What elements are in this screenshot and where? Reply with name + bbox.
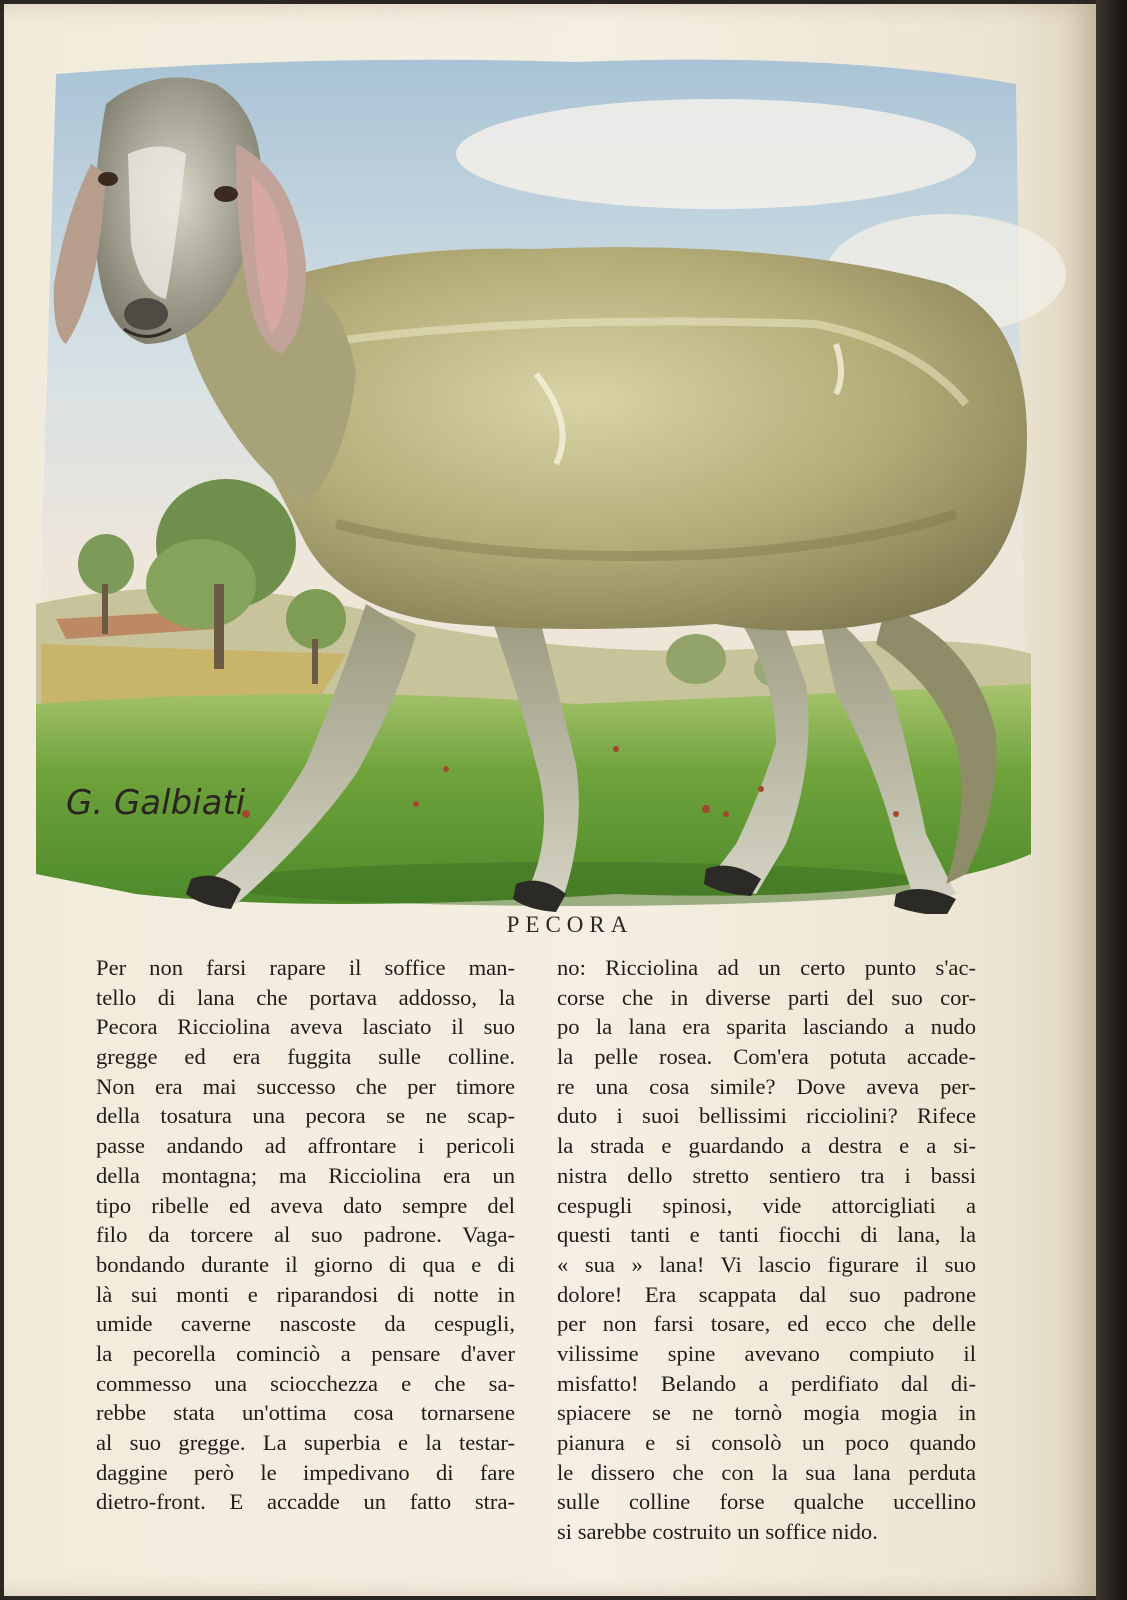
text-line: bondando durante il giorno di qua e di xyxy=(96,1251,515,1277)
text-line: po la lana era sparita lasciando a nudo xyxy=(557,1014,976,1040)
text-line: vilissime spine avevano compiuto il xyxy=(557,1340,976,1366)
text-line: per non farsi tosare, ed ecco che delle xyxy=(557,1311,976,1337)
text-line: al suo gregge. La superbia e la testar- xyxy=(96,1430,515,1455)
text-line: questi tanti e tanti fiocchi di lana, la xyxy=(557,1222,976,1248)
book-page xyxy=(4,4,1096,1596)
text-line: dolore! Era scappata dal suo padrone xyxy=(557,1281,976,1307)
text-line: commesso una sciocchezza e che sa- xyxy=(96,1370,515,1396)
text-line: dietro-front. E accadde un fatto stra- xyxy=(96,1489,515,1515)
text-line: della tosatura una pecora se ne scap- xyxy=(96,1103,515,1129)
text-line: la strada e guardando a destra e a si- xyxy=(557,1133,976,1159)
text-line: la pecorella cominciò a pensare d'aver xyxy=(96,1340,515,1366)
text-line: della montagna; ma Ricciolina era un xyxy=(96,1162,515,1188)
text-line: umide caverne nascoste da cespugli, xyxy=(96,1311,515,1337)
text-line: Pecora Ricciolina aveva lasciato il suo xyxy=(96,1014,515,1040)
text-line: misfatto! Belando a perdifiato dal di- xyxy=(557,1370,976,1396)
text-line: Per non farsi rapare il soffice man- xyxy=(96,955,515,980)
text-line: daggine però le impedivano di fare xyxy=(96,1459,515,1485)
text-line: « sua » lana! Vi lascio figurare il suo xyxy=(557,1251,976,1277)
right-text-column xyxy=(557,953,976,1547)
text-line: pianura e si consolò un poco quando xyxy=(557,1430,976,1455)
text-line: gregge ed era fuggita sulle colline. xyxy=(96,1044,515,1070)
text-line: là sui monti e riparandosi di notte in xyxy=(96,1281,515,1307)
text-line: re una cosa simile? Dove aveva per- xyxy=(557,1073,976,1099)
sheep-illustration xyxy=(16,44,1076,914)
text-line: tipo ribelle ed aveva dato sempre del xyxy=(96,1192,515,1218)
text-line: la pelle rosea. Com'era potuta accade- xyxy=(557,1044,976,1070)
text-line: sulle colline forse qualche uccellino xyxy=(557,1489,976,1515)
left-text-column xyxy=(96,953,515,1517)
text-line: le dissero che con la sua lana perduta xyxy=(557,1459,976,1485)
text-line: si sarebbe costruito un soffice nido. xyxy=(557,1519,878,1545)
text-line: cespugli spinosi, vide attorcigliati a xyxy=(557,1192,976,1218)
text-line: Non era mai successo che per timore xyxy=(96,1073,515,1099)
text-line: filo da torcere al suo padrone. Vaga- xyxy=(96,1222,515,1248)
text-line: passe andando ad affrontare i pericoli xyxy=(96,1133,515,1159)
text-line: corse che in diverse parti del suo cor- xyxy=(557,984,976,1010)
text-line: tello di lana che portava addosso, la xyxy=(96,984,515,1010)
artist-signature: G. Galbiati xyxy=(66,783,246,823)
page-title: PECORA xyxy=(506,912,634,937)
text-line: no: Ricciolina ad un certo punto s'ac- xyxy=(557,955,976,980)
text-line: spiacere se ne tornò mogia mogia in xyxy=(557,1400,976,1426)
text-line: duto i suoi bellissimi ricciolini? Rifece xyxy=(557,1103,976,1129)
page-edge xyxy=(1096,0,1127,1600)
text-line: rebbe stata un'ottima cosa tornarsene xyxy=(96,1400,515,1426)
text-line: nistra dello stretto sentiero tra i bassi xyxy=(557,1162,976,1188)
